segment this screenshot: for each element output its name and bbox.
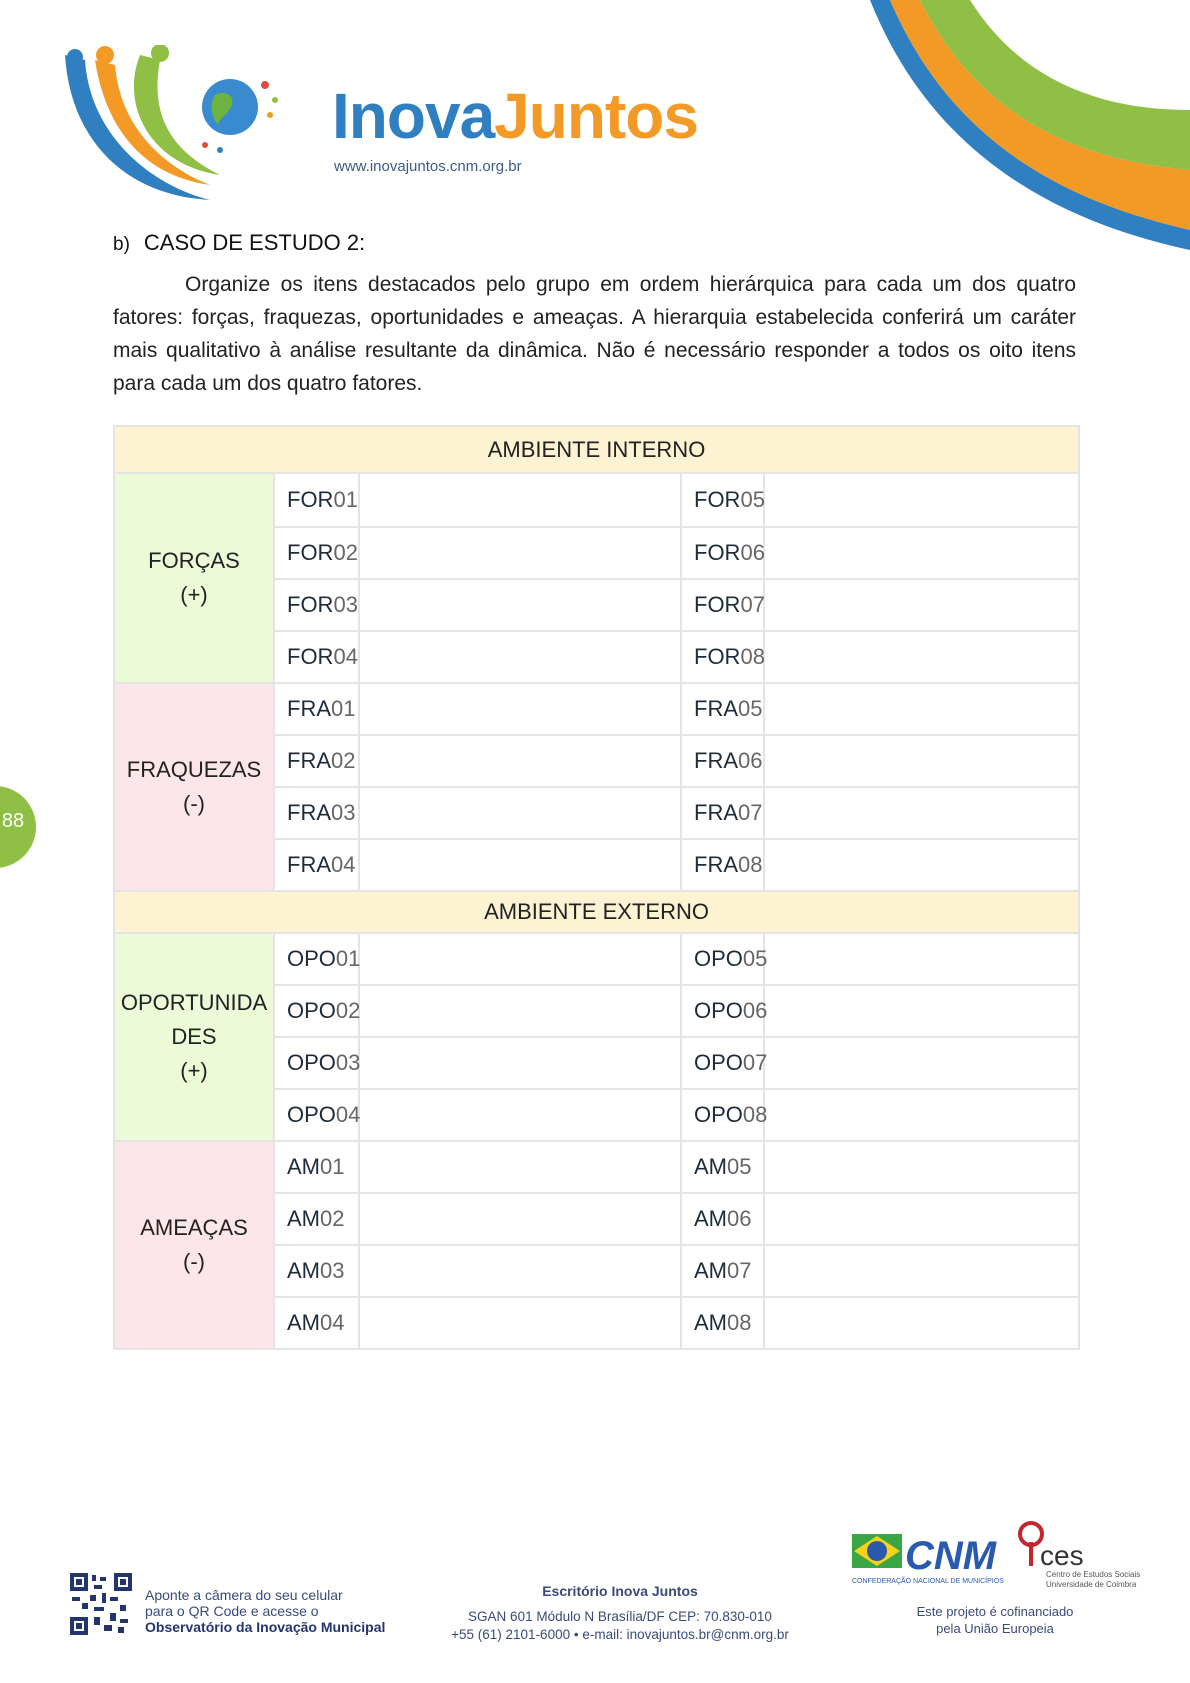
code-cell: AM02 bbox=[274, 1193, 359, 1245]
internal-environment-header: AMBIENTE INTERNO bbox=[114, 426, 1079, 473]
corner-decoration bbox=[860, 0, 1190, 250]
answer-field[interactable] bbox=[359, 527, 681, 579]
answer-field[interactable] bbox=[359, 839, 681, 891]
answer-field[interactable] bbox=[764, 579, 1079, 631]
code-cell: FRA02 bbox=[274, 735, 359, 787]
section-heading bbox=[113, 230, 365, 256]
observatorio-link[interactable]: Observatório da Inovação Municipal bbox=[145, 1619, 386, 1635]
answer-field[interactable] bbox=[359, 631, 681, 683]
answer-field[interactable] bbox=[764, 787, 1079, 839]
code-cell: FOR02 bbox=[274, 527, 359, 579]
code-cell: FRA07 bbox=[681, 787, 764, 839]
cofinancing-note: Este projeto é cofinanciado pela União Europeia bbox=[916, 1604, 1074, 1636]
answer-field[interactable] bbox=[359, 1037, 681, 1089]
answer-field[interactable] bbox=[764, 1245, 1079, 1297]
answer-field[interactable] bbox=[359, 1297, 681, 1349]
code-cell: AM03 bbox=[274, 1245, 359, 1297]
code-cell: FRA04 bbox=[274, 839, 359, 891]
code-cell: AM06 bbox=[681, 1193, 764, 1245]
code-cell: FOR04 bbox=[274, 631, 359, 683]
oportunidades-category: OPORTUNIDA DES (+) bbox=[114, 933, 274, 1141]
answer-field[interactable] bbox=[764, 735, 1079, 787]
code-cell: AM04 bbox=[274, 1297, 359, 1349]
cnm-subtitle: CONFEDERAÇÃO NACIONAL DE MUNICÍPIOS bbox=[852, 1578, 1004, 1585]
answer-field[interactable] bbox=[764, 839, 1079, 891]
forcas-category: FORÇAS (+) bbox=[114, 473, 274, 683]
ameacas-category: AMEAÇAS (-) bbox=[114, 1141, 274, 1349]
section-letter: b) bbox=[113, 234, 130, 255]
answer-field[interactable] bbox=[764, 631, 1079, 683]
fraquezas-category: FRAQUEZAS (-) bbox=[114, 683, 274, 891]
code-cell: OPO08 bbox=[681, 1089, 764, 1141]
code-cell: OPO04 bbox=[274, 1089, 359, 1141]
office-info bbox=[430, 1582, 810, 1644]
answer-field[interactable] bbox=[764, 527, 1079, 579]
inovajuntos-logo-icon bbox=[60, 45, 300, 205]
answer-field[interactable] bbox=[764, 1089, 1079, 1141]
site-url: www.inovajuntos.cnm.org.br bbox=[334, 158, 522, 175]
cnm-logo: CNM bbox=[905, 1534, 997, 1578]
code-cell: OPO05 bbox=[681, 933, 764, 985]
answer-field[interactable] bbox=[359, 1089, 681, 1141]
answer-field[interactable] bbox=[359, 683, 681, 735]
code-cell: OPO06 bbox=[681, 985, 764, 1037]
code-cell: FRA08 bbox=[681, 839, 764, 891]
answer-field[interactable] bbox=[359, 1193, 681, 1245]
code-cell: FRA03 bbox=[274, 787, 359, 839]
answer-field[interactable] bbox=[764, 1297, 1079, 1349]
code-cell: FRA05 bbox=[681, 683, 764, 735]
code-cell: OPO03 bbox=[274, 1037, 359, 1089]
office-title: Escritório Inova Juntos bbox=[542, 1583, 698, 1599]
code-cell: AM01 bbox=[274, 1141, 359, 1193]
page-number: 88 bbox=[1, 810, 25, 832]
answer-field[interactable] bbox=[359, 1245, 681, 1297]
code-cell: OPO02 bbox=[274, 985, 359, 1037]
code-cell: FOR05 bbox=[681, 473, 764, 527]
answer-field[interactable] bbox=[359, 787, 681, 839]
code-cell: FOR08 bbox=[681, 631, 764, 683]
answer-field[interactable] bbox=[764, 1193, 1079, 1245]
code-cell: AM07 bbox=[681, 1245, 764, 1297]
qr-caption: Aponte a câmera do seu celular para o QR Code e acesse o Observatório da Inovação Municipal bbox=[145, 1587, 386, 1635]
office-address: SGAN 601 Módulo N Brasília/DF CEP: 70.830-010 bbox=[468, 1609, 772, 1624]
external-environment-header: AMBIENTE EXTERNO bbox=[114, 891, 1079, 933]
answer-field[interactable] bbox=[764, 933, 1079, 985]
code-cell: FRA06 bbox=[681, 735, 764, 787]
code-cell: AM05 bbox=[681, 1141, 764, 1193]
code-cell: AM08 bbox=[681, 1297, 764, 1349]
ces-subtitle: Centro de Estudos Sociais Universidade de Coimbra bbox=[1046, 1570, 1141, 1589]
code-cell: FRA01 bbox=[274, 683, 359, 735]
instruction-paragraph: Organize os itens destacados pelo grupo em ordem hierárquica para cada um dos quatro fatores: forças, fraquezas, oportunidades e ameaças. A hierarquia estabelecida conferirá um caráter mais qualitativo à análise resultante da dinâmica. Não é necessário responder a todos os oito itens para cada um dos quatro fatores. bbox=[113, 273, 1076, 395]
code-cell: OPO01 bbox=[274, 933, 359, 985]
swot-table bbox=[113, 425, 1080, 1350]
section-title: CASO DE ESTUDO 2: bbox=[143, 230, 366, 255]
qr-code-icon bbox=[70, 1573, 132, 1635]
code-cell: FOR07 bbox=[681, 579, 764, 631]
answer-field[interactable] bbox=[764, 1141, 1079, 1193]
code-cell: OPO07 bbox=[681, 1037, 764, 1089]
answer-field[interactable] bbox=[764, 1037, 1079, 1089]
answer-field[interactable] bbox=[359, 735, 681, 787]
answer-field[interactable] bbox=[359, 985, 681, 1037]
ces-logo: ces bbox=[1040, 1540, 1084, 1571]
answer-field[interactable] bbox=[359, 933, 681, 985]
answer-field[interactable] bbox=[359, 473, 681, 527]
code-cell: FOR06 bbox=[681, 527, 764, 579]
office-contact: +55 (61) 2101-6000 • e-mail: inovajuntos.br@cnm.org.br bbox=[451, 1627, 789, 1642]
answer-field[interactable] bbox=[764, 683, 1079, 735]
answer-field[interactable] bbox=[764, 985, 1079, 1037]
code-cell: FOR03 bbox=[274, 579, 359, 631]
code-cell: FOR01 bbox=[274, 473, 359, 527]
brand-wordmark: InovaJuntos bbox=[332, 80, 698, 152]
answer-field[interactable] bbox=[359, 1141, 681, 1193]
answer-field[interactable] bbox=[359, 579, 681, 631]
answer-field[interactable] bbox=[764, 473, 1079, 527]
